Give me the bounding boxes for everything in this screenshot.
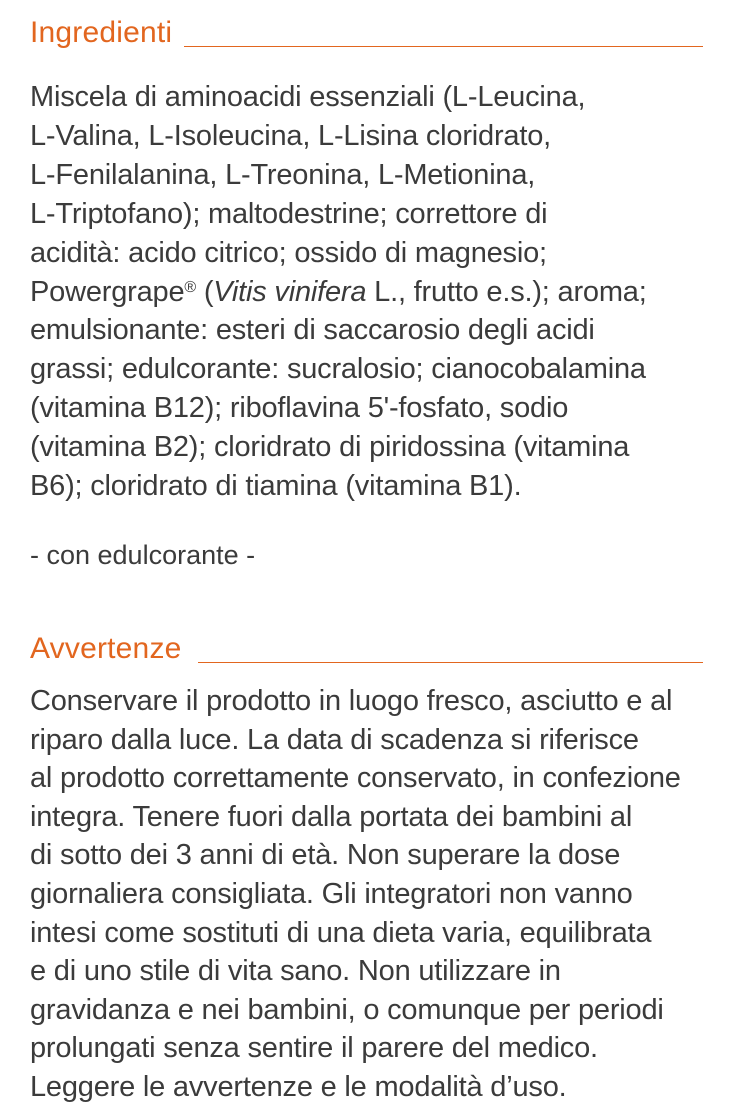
warnings-line: Leggere le avvertenze e le modalità d’uso.	[30, 1070, 567, 1103]
warnings-line: di sotto dei 3 anni di età. Non superare la dose	[30, 839, 621, 872]
warnings-heading-rule	[198, 662, 703, 663]
ingredients-heading-text: Ingredienti	[30, 16, 173, 49]
ingredients-text	[30, 78, 707, 506]
powergrape-brand: Powergrape	[30, 275, 185, 308]
warnings-line: giornaliera consigliata. Gli integratori non vanno	[30, 877, 633, 910]
registered-mark: ®	[184, 278, 196, 296]
powergrape-open: (	[195, 275, 214, 308]
warnings-line: gravidanza e nei bambini, o comunque per periodi	[30, 993, 664, 1026]
warnings-line: intesi come sostituti di una dieta varia, equilibrata	[30, 916, 652, 949]
ingredients-line: Miscela di aminoacidi essenziali (L-Leucina,	[30, 81, 586, 113]
ingredients-line-powergrape	[30, 273, 707, 312]
warnings-line: prolungati senza sentire il parere del medico.	[30, 1032, 598, 1065]
ingredients-line: grassi; edulcorante: sucralosio; cianocobalamina	[30, 353, 646, 386]
warnings-line: riparo dalla luce. La data di scadenza si riferisce	[30, 723, 639, 756]
ingredients-line: B6); cloridrato di tiamina (vitamina B1).	[30, 470, 522, 503]
warnings-line: Conservare il prodotto in luogo fresco, asciutto e al	[30, 684, 673, 717]
warnings-line: integra. Tenere fuori dalla portata dei bambini al	[30, 800, 633, 833]
warnings-heading-text: Avvertenze	[30, 631, 182, 665]
ingredients-line: L-Fenilalanina, L-Treonina, L-Metionina,	[30, 158, 536, 191]
powergrape-rest: L., frutto e.s.); aroma;	[366, 275, 647, 308]
ingredients-line: acidità: acido citrico; ossido di magnesio;	[30, 236, 547, 269]
ingredients-line: (vitamina B12); riboflavina 5'-fosfato, sodio	[30, 392, 569, 425]
ingredients-heading-rule	[184, 46, 703, 47]
sweetener-note: - con edulcorante -	[30, 539, 256, 570]
warnings-heading	[30, 632, 707, 666]
latin-name: Vitis vinifera	[213, 275, 367, 308]
ingredients-line: (vitamina B2); cloridrato di piridossina (vitamina	[30, 431, 630, 464]
warnings-text	[30, 682, 707, 1107]
ingredients-line: L-Valina, L-Isoleucina, L-Lisina cloridrato,	[30, 119, 551, 152]
ingredients-line: L-Triptofano); maltodestrine; correttore di	[30, 197, 548, 230]
ingredients-line: emulsionante: esteri di saccarosio degli acidi	[30, 314, 595, 347]
ingredients-heading	[30, 16, 707, 50]
ingredients-section	[30, 16, 707, 572]
warnings-line: al prodotto correttamente conservato, in confezione	[30, 762, 681, 795]
warnings-line: e di uno stile di vita sano. Non utilizzare in	[30, 955, 561, 988]
warnings-section	[30, 632, 707, 1107]
